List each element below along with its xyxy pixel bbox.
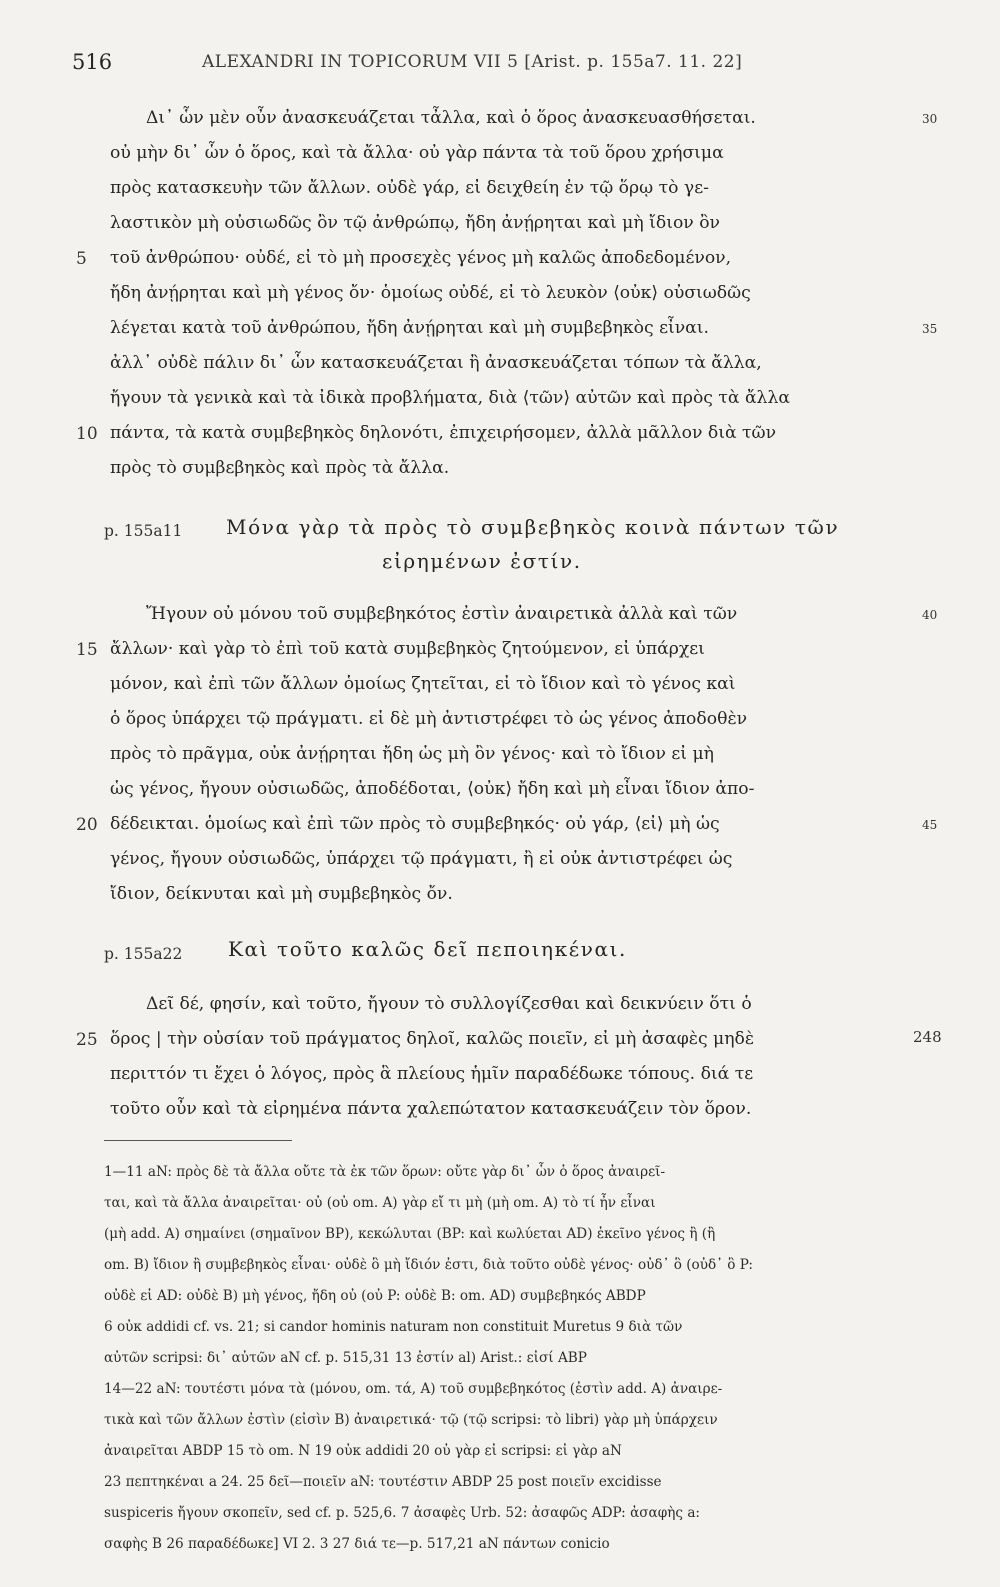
lemma-text: Καὶ τοῦτο καλῶς δεῖ πεποιηκέναι.: [228, 937, 627, 961]
apparatus-line: τικὰ καὶ τῶν ἄλλων ἐστὶν (εἰσὶν B) ἀναιρετικά· τῷ (τῷ scripsi: τὸ libri) γὰρ μὴ ὑπάρχειν: [104, 1412, 718, 1428]
apparatus-line: οὐδὲ εἰ AD: οὐδὲ B) μὴ γένος, ἤδη οὐ (οὐ P: οὐδὲ B: om. AD) συμβεβηκός ABDP: [104, 1288, 646, 1304]
text-line: πρὸς τὸ πρᾶγμα, οὐκ ἀνῄρηται ἤδη ὡς μὴ ὂν γένος· καὶ τὸ ἴδιον εἰ μὴ: [110, 744, 714, 764]
margin-number: 248: [913, 1028, 942, 1046]
text-line: ὡς γένος, ἤγουν οὐσιωδῶς, ἀποδέδοται, ⟨οὐκ⟩ ἤδη καὶ μὴ εἶναι ἴδιον ἀπο-: [110, 779, 755, 799]
text-line: οὐ μὴν δι᾽ ὧν ὁ ὅρος, καὶ τὰ ἄλλα· οὐ γὰρ πάντα τὰ τοῦ ὅρου χρήσιμα: [110, 143, 724, 163]
lemma-reference: p. 155a11: [104, 522, 183, 540]
running-title: ALEXANDRI IN TOPICORUM VII 5 [Arist. p. 155a7. 11. 22]: [202, 52, 743, 72]
text-line: πάντα, τὰ κατὰ συμβεβηκὸς δηλονότι, ἐπιχειρήσομεν, ἀλλὰ μᾶλλον διὰ τῶν: [110, 423, 777, 443]
text-line: τοῦ ἀνθρώπου· οὐδέ, εἰ τὸ μὴ προσεχὲς γένος μὴ καλῶς ἀποδεδομένον,: [110, 248, 732, 268]
line-number: 15: [76, 640, 98, 660]
apparatus-line: om. B) ἴδιον ἢ συμβεβηκὸς εἶναι· οὐδὲ ὃ μὴ ἴδιόν ἐστι, διὰ τοῦτο οὐδὲ γένος· οὐδ᾽ ὃ (οὐδ᾽ ὃ P:: [104, 1257, 754, 1273]
text-line: ἀλλ᾽ οὐδὲ πάλιν δι᾽ ὧν κατασκευάζεται ἢ ἀνασκευάζεται τόπων τὰ ἄλλα,: [110, 353, 762, 373]
text-line: ἄλλων· καὶ γὰρ τὸ ἐπὶ τοῦ κατὰ συμβεβηκὸς ζητούμενον, εἰ ὑπάρχει: [110, 639, 705, 659]
line-number: 10: [76, 424, 98, 444]
margin-number: 40: [922, 608, 938, 622]
text-line: πρὸς τὸ συμβεβηκὸς καὶ πρὸς τὰ ἄλλα.: [110, 458, 450, 478]
apparatus-line: 14—22 aN: τουτέστι μόνα τὰ (μόνου, om. τά, A) τοῦ συμβεβηκότος (ἐστὶν add. A) ἀναιρε-: [104, 1381, 723, 1397]
text-line: πρὸς κατασκευὴν τῶν ἄλλων. οὐδὲ γάρ, εἰ δειχθείη ἐν τῷ ὅρῳ τὸ γε-: [110, 178, 709, 198]
page-header: [72, 50, 932, 82]
margin-number: 30: [922, 112, 938, 126]
lemma-text: εἰρημένων ἐστίν.: [382, 549, 582, 573]
text-line: ἴδιον, δείκνυται καὶ μὴ συμβεβηκὸς ὄν.: [110, 884, 453, 904]
lemma-reference: p. 155a22: [104, 945, 183, 963]
apparatus-line: ἀναιρεῖται ABDP 15 τὸ om. N 19 οὐκ addidi 20 οὐ γὰρ εἰ scripsi: εἰ γὰρ aN: [104, 1443, 622, 1459]
apparatus-line: σαφὴς B 26 παραδέδωκε] VI 2. 3 27 διά τε—p. 517,21 aN πάντων conicio: [104, 1536, 610, 1552]
apparatus-line: suspiceris ἤγουν σκοπεῖν, sed cf. p. 525,6. 7 ἀσαφὲς Urb. 52: ἀσαφῶς ADP: ἀσαφὴς a:: [104, 1505, 701, 1521]
text-line: ὁ ὅρος ὑπάρχει τῷ πράγματι. εἰ δὲ μὴ ἀντιστρέφει τὸ ὡς γένος ἀποδοθὲν: [110, 709, 748, 729]
apparatus-line: (μὴ add. A) σημαίνει (σημαῖνον BP), κεκώλυται (BP: καὶ κωλύεται AD) ἐκεῖνο γένος ἢ (ἢ: [104, 1226, 716, 1242]
margin-number: 45: [922, 818, 938, 832]
text-line: τοῦτο οὖν καὶ τὰ εἰρημένα πάντα χαλεπώτατον κατασκευάζειν τὸν ὅρον.: [110, 1099, 752, 1119]
text-line: λαστικὸν μὴ οὐσιωδῶς ὂν τῷ ἀνθρώπῳ, ἤδη ἀνῄρηται καὶ μὴ ἴδιον ὂν: [110, 213, 720, 233]
line-number: 25: [76, 1030, 98, 1050]
line-number: 20: [76, 815, 98, 835]
text-line: δέδεικται. ὁμοίως καὶ ἐπὶ τῶν πρὸς τὸ συμβεβηκός· οὐ γάρ, ⟨εἰ⟩ μὴ ὡς: [110, 814, 720, 834]
text-line: μόνον, καὶ ἐπὶ τῶν ἄλλων ὁμοίως ζητεῖται, εἰ τὸ ἴδιον καὶ τὸ γένος καὶ: [110, 674, 736, 694]
text-line: ἤγουν τὰ γενικὰ καὶ τὰ ἰδικὰ προβλήματα, διὰ ⟨τῶν⟩ αὐτῶν καὶ πρὸς τὰ ἄλλα: [110, 388, 790, 408]
apparatus-line: ται, καὶ τὰ ἄλλα ἀναιρεῖται· οὐ (οὐ om. A) γὰρ εἴ τι μὴ (μὴ om. A) τὸ τί ἦν εἶναι: [104, 1195, 656, 1211]
lemma-text: Μόνα γὰρ τὰ πρὸς τὸ συμβεβηκὸς κοινὰ πάντων τῶν: [226, 515, 840, 539]
text-line: Δεῖ δέ, φησίν, καὶ τοῦτο, ἤγουν τὸ συλλογίζεσθαι καὶ δεικνύειν ὅτι ὁ: [146, 994, 752, 1014]
text-line: περιττόν τι ἔχει ὁ λόγος, πρὸς ἃ πλείους ἡμῖν παραδέδωκε τόπους. διά τε: [110, 1064, 754, 1084]
apparatus-line: 23 πεπτηκέναι a 24. 25 δεῖ—ποιεῖν aN: τουτέστιν ABDP 25 post ποιεῖν excidisse: [104, 1474, 662, 1490]
page-number: 516: [72, 50, 113, 74]
text-line: Δι᾽ ὧν μὲν οὖν ἀνασκευάζεται τἆλλα, καὶ ὁ ὅρος ἀνασκευασθήσεται.: [146, 108, 756, 128]
text-line: λέγεται κατὰ τοῦ ἀνθρώπου, ἤδη ἀνῄρηται καὶ μὴ συμβεβηκὸς εἶναι.: [110, 318, 709, 338]
text-line: γένος, ἤγουν οὐσιωδῶς, ὑπάρχει τῷ πράγματι, ἢ εἰ οὐκ ἀντιστρέφει ὡς: [110, 849, 733, 869]
footnote-rule: [104, 1140, 292, 1141]
apparatus-line: αὐτῶν scripsi: δι᾽ αὐτῶν aN cf. p. 515,31 13 ἐστίν al) Arist.: εἰσί ABP: [104, 1350, 587, 1366]
text-line: ἤδη ἀνῄρηται καὶ μὴ γένος ὄν· ὁμοίως οὐδέ, εἰ τὸ λευκὸν ⟨οὐκ⟩ οὐσιωδῶς: [110, 283, 751, 303]
line-number: 5: [76, 249, 87, 269]
apparatus-line: 6 οὐκ addidi cf. vs. 21; si candor hominis naturam non constituit Muretus 9 διὰ τῶν: [104, 1319, 683, 1335]
text-line: ὅρος | τὴν οὐσίαν τοῦ πράγματος δηλοῖ, καλῶς ποιεῖν, εἰ μὴ ἀσαφὲς μηδὲ: [110, 1029, 755, 1049]
apparatus-line: 1—11 aN: πρὸς δὲ τὰ ἄλλα οὔτε τὰ ἐκ τῶν ὅρων: οὔτε γὰρ δι᾽ ὧν ὁ ὅρος ἀναιρεῖ-: [104, 1164, 666, 1180]
text-line: Ἤγουν οὐ μόνου τοῦ συμβεβηκότος ἐστὶν ἀναιρετικὰ ἀλλὰ καὶ τῶν: [146, 604, 738, 624]
margin-number: 35: [922, 322, 938, 336]
